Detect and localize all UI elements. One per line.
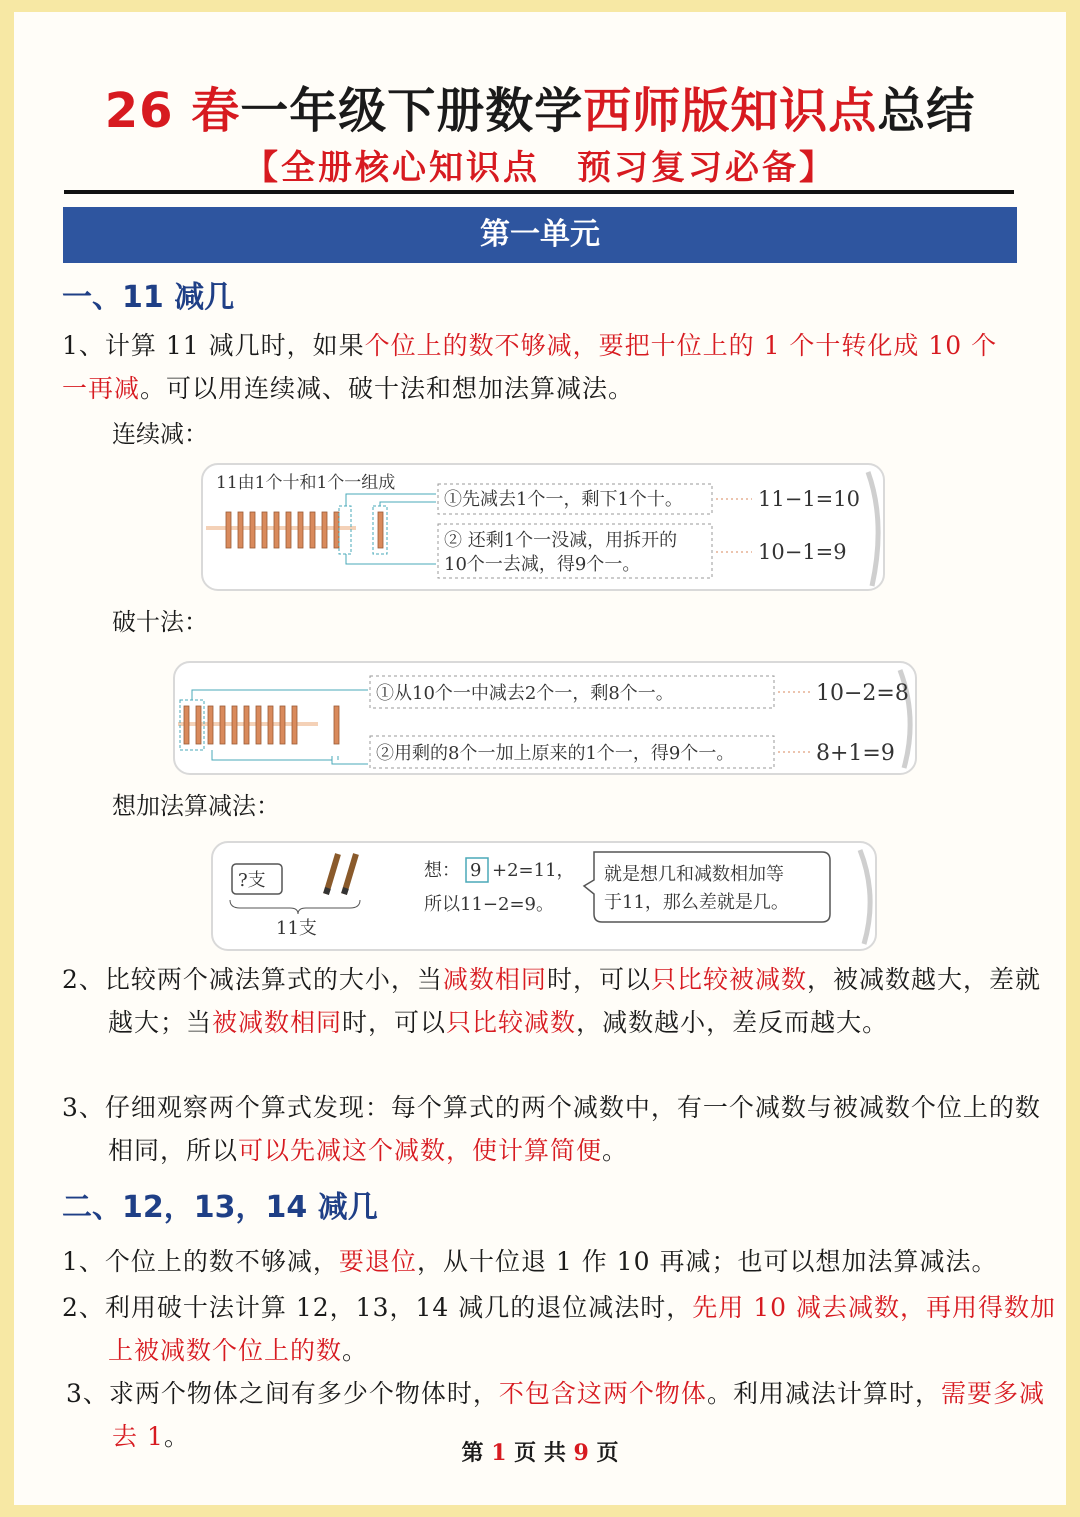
figure-continuous-subtract — [200, 462, 890, 596]
counting-stick — [268, 706, 273, 744]
text: ，减数越小，差反而越大。 — [576, 1008, 889, 1037]
counting-stick — [274, 512, 279, 548]
fig2-step2: ②用剩的8个一加上原来的1个一，得9个一。 — [376, 743, 735, 764]
page-title — [0, 72, 1080, 141]
counting-stick — [250, 512, 255, 548]
label-think-addition: 想加法算减法： — [112, 792, 280, 820]
counting-stick — [232, 706, 237, 744]
fig3-so: 所以11−2=9。 — [424, 894, 554, 915]
text: 。可以用连续减、破十法和想加法算减法。 — [140, 374, 635, 403]
highlight-text: 个位上的数不够减，要把十位上的 1 个十转化成 10 个一再减 — [62, 331, 998, 403]
counting-stick — [256, 706, 261, 744]
counting-stick — [184, 706, 189, 744]
fig2-eq2: 8+1=9 — [816, 741, 895, 766]
fig2-eq1: 10−2=8 — [816, 681, 909, 706]
figure-break-ten — [172, 660, 924, 778]
text: 时，可以 — [546, 965, 651, 994]
counting-stick — [334, 706, 339, 744]
text: ，被减数越大，差就越大；当 — [108, 965, 1041, 1037]
section1-heading: 一、11 减几 — [62, 280, 235, 315]
fig3-total: 11支 — [276, 918, 317, 939]
text: 页 — [588, 1440, 619, 1466]
fig1-caption: 11由1个十和1个一组成 — [216, 473, 396, 493]
counting-stick — [310, 512, 315, 548]
fig2-step1: ①从10个一中减去2个一，剩8个一。 — [376, 683, 674, 704]
fig3-bubble-line1: 就是想几和减数相加等 — [604, 864, 784, 885]
fig1-step2-line2: 10个一去减，得9个一。 — [444, 554, 641, 575]
counting-stick — [208, 706, 213, 744]
highlight-text: 不包含这两个物体 — [498, 1379, 707, 1408]
fig3-bubble-line2: 于11，那么差就是几。 — [604, 892, 789, 913]
page-footer — [0, 1436, 1080, 1467]
highlight-text: 只比较减数 — [446, 1008, 577, 1037]
unit-banner: 第一单元 — [63, 207, 1017, 263]
highlight-text: 先用 10 减去减数，再用得数加上被减数个位上的数 — [108, 1293, 1056, 1365]
text: 。利用减法计算时， — [706, 1379, 941, 1408]
text: 1、个位上的数不够减， — [62, 1247, 339, 1276]
fig3-think-suffix: +2=11， — [492, 860, 575, 881]
highlight-text: 要退位 — [338, 1247, 417, 1276]
page-subtitle: 【全册核心知识点 预习复习必备】 — [244, 148, 836, 188]
fig1-eq1: 11−1=10 — [758, 487, 860, 511]
page-number: 1 — [491, 1440, 507, 1466]
fig3-think-value: 9 — [470, 860, 482, 881]
text: 3、仔细观察两个算式发现：每个算式的两个减数中，有一个减数与被减数个位上的数相同，所以 — [62, 1093, 1041, 1165]
title-prefix: 26 春 — [104, 83, 241, 139]
counting-stick — [238, 512, 243, 548]
counting-stick — [196, 706, 201, 744]
fig1-step2-line1: ② 还剩1个一没减，用拆开的 — [444, 530, 678, 551]
title-divider — [64, 190, 1014, 194]
counting-stick — [262, 512, 267, 548]
counting-stick — [280, 706, 285, 744]
title-suffix: 总结 — [877, 83, 976, 139]
text: 2、利用破十法计算 12，13，14 减几的退位减法时， — [62, 1293, 693, 1322]
counting-stick — [334, 512, 339, 548]
text: 2、比较两个减法算式的大小，当 — [62, 965, 443, 994]
highlight-text: 被减数相同 — [212, 1008, 343, 1037]
text: 页 共 — [506, 1440, 574, 1466]
fig1-step1: ①先减去1个一，剩下1个十。 — [444, 489, 683, 510]
highlight-text: 可以先减这个减数，使计算简便 — [238, 1136, 603, 1165]
section1-point2 — [62, 958, 1066, 1044]
text: ，从十位退 1 作 10 再减；也可以想加法算减法。 — [416, 1247, 998, 1276]
section2-heading: 二、12，13，14 减几 — [62, 1190, 378, 1225]
counting-stick — [244, 706, 249, 744]
section1-point1 — [62, 324, 1022, 410]
section2-point2 — [62, 1286, 1066, 1372]
highlight-text: 只比较被减数 — [650, 965, 807, 994]
counting-stick — [378, 512, 383, 548]
fig3-box: ?支 — [238, 870, 266, 891]
counting-stick — [298, 512, 303, 548]
fig1-eq2: 10−1=9 — [758, 540, 847, 564]
counting-stick — [286, 512, 291, 548]
text: 。 — [342, 1336, 369, 1365]
figure-think-addition — [210, 840, 884, 954]
counting-stick — [220, 706, 225, 744]
text: 1、计算 11 减几时，如果 — [62, 331, 365, 360]
title-main: 一年级下册数学 — [240, 83, 584, 139]
counting-stick — [292, 706, 297, 744]
counting-stick — [226, 512, 231, 548]
section1-point3 — [62, 1086, 1066, 1172]
page-total: 9 — [573, 1440, 589, 1466]
label-break-ten: 破十法： — [112, 608, 208, 636]
highlight-text: 需要多减去 1 — [112, 1379, 1045, 1451]
fig3-think-prefix: 想： — [424, 860, 460, 881]
text: 。 — [163, 1422, 190, 1451]
text: 。 — [602, 1136, 629, 1165]
text: 3、求两个物体之间有多少个物体时， — [66, 1379, 499, 1408]
counting-stick — [322, 512, 327, 548]
text: 时，可以 — [342, 1008, 447, 1037]
label-continuous-subtract: 连续减： — [112, 420, 208, 448]
text: 第 — [461, 1440, 492, 1466]
title-highlight: 西师版知识点 — [583, 83, 878, 139]
section2-point1 — [62, 1240, 1022, 1283]
highlight-text: 减数相同 — [442, 965, 547, 994]
